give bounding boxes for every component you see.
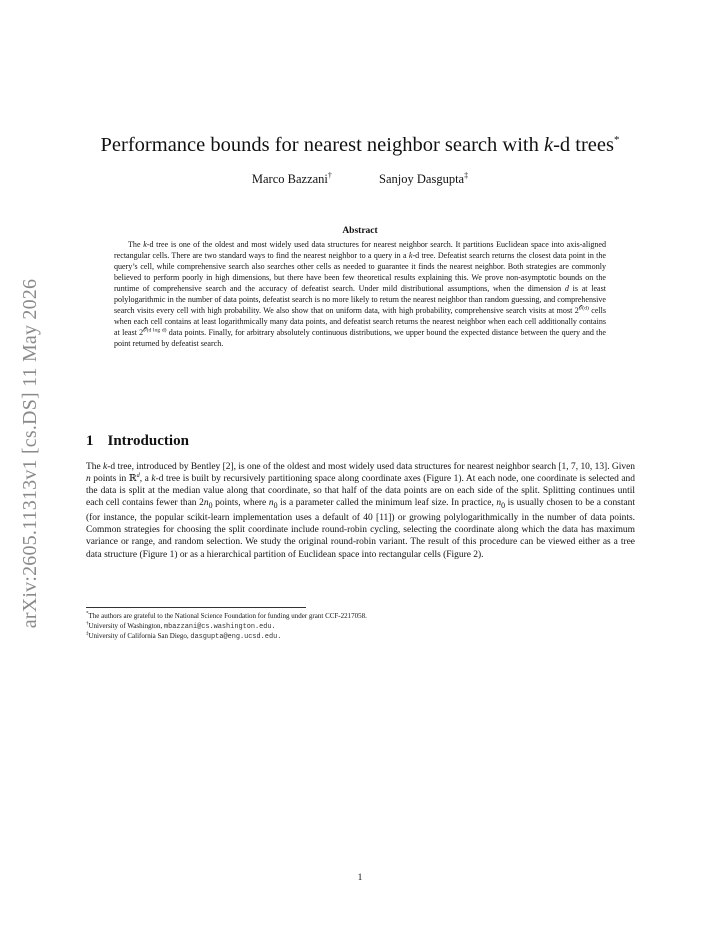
email-link[interactable]: dasgupta@eng.ucsd.edu. [190,633,282,642]
author-list [0,168,720,187]
abstract-text: The k-d tree is one of the oldest and most widely used data structures for nearest neighbor search. It partitions Euclidean space into axis-aligned rectangular cells. There are two standard ways to find the nearest neighbor to a query in a k-d tree. Defeatist search returns the closest data point in the query’s cell, while comprehensive search also searches other cells as needed to guarantee it finds the nearest neighbor. Both strategies are commonly believed to perform poorly in high dimensions, but there have been few theoretical results explaining this. We prove non-asymptotic bounds on the runtime of comprehensive search and the accuracy of defeatist search. Under mild distributional assumptions, when the dimension d is at least polylogarithmic in the number of data points, defeatist search is no more likely to return the nearest neighbor than random guessing, and comprehensive search visits every cell with high probability. We also show that on uniform data, with high probability, comprehensive search visits at most $2^{𝒪(d)}$ cells when each cell contains at least logarithmically many data points, and defeatist search returns the nearest neighbor when each cell additionally contains at least $2^{𝒪̃(d log d)}$ data points. Finally, for arbitrary absolutely continuous distributions, we upper bound the expected distance between the query and the point returned by defeatist search. [114,240,607,348]
footnote-author-1-affiliation: †University of Washington, mbazzani@cs.washington.edu. [86,621,276,631]
section-title: Introduction [107,433,189,449]
author-1: Marco Bazzani† [251,171,332,187]
abstract-heading: Abstract [342,226,378,236]
arxiv-identifier-text: arXiv:2605.11313v1 [cs.DS] 11 May 2026 [19,278,42,628]
email-link[interactable]: mbazzani@cs.washington.edu. [164,622,276,631]
title-footnote-mark: * [613,134,620,146]
section-heading-introduction [86,431,189,451]
footnote-funding: *The authors are grateful to the National Science Foundation for funding under grant CCF-2217058. [86,611,367,620]
footnote-divider [86,607,306,608]
footnotes [86,612,636,643]
paper-title: Performance bounds for nearest neighbor search with k-d trees* [100,133,620,156]
footnote-author-2-affiliation: ‡University of California San Diego, dasgupta@eng.ucsd.edu. [86,631,282,642]
introduction-paragraph: The k-d tree, introduced by Bentley [2], is one of the oldest and most widely used data structures for nearest neighbor search [1, 7, 10, 13]. Given n points in ℝ$^d$, a k-d tree is built by recursively partitioning space along coordinate axes (Figure 1). At each node, one coordinate is selected and the data is split at the median value along that coordinate, so that half of the data points are on each side of the split. Splitting continues until each cell contains fewer than $2n_0$ points, where $n_0$ is a parameter called the minimum leaf size. In practice, $n_0$ is usually chosen to be a constant (for instance, the popular scikit-learn implementation uses a default of 40 [11]) or growing polylogarithmically in the number of data points. Common strategies for choosing the split coordinate include round-robin cycling, selecting the coordinate along which the data has maximum variance or range, and random selection. We study the original round-robin variant. The result of this procedure can be viewed either as a tree data structure (Figure 1) or as a hierarchical partition of Euclidean space into rectangular cells (Figure 2). [86,462,635,560]
section-number: 1 [86,433,94,449]
page-number: 1 [357,873,363,883]
arxiv-identifier [14,258,48,648]
author-2: Sanjoy Dasgupta‡ [379,171,469,187]
